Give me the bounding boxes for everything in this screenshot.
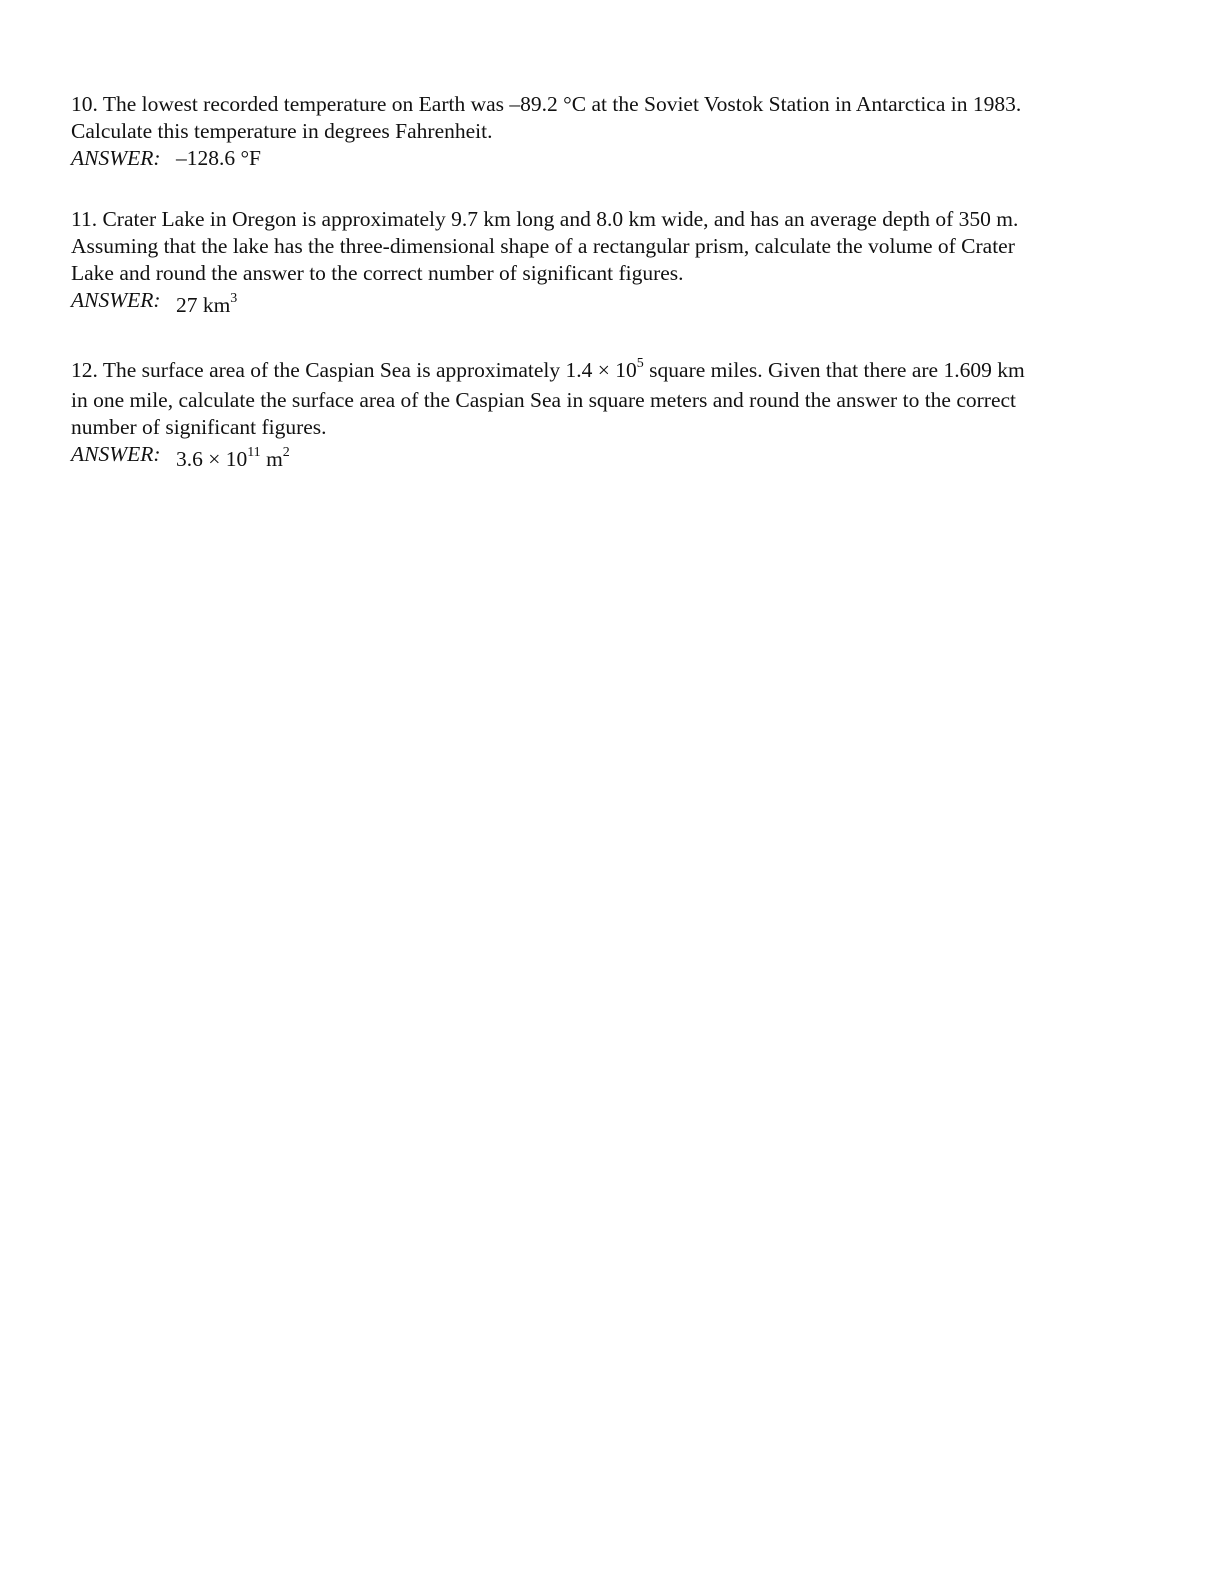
question-11 <box>71 206 1161 317</box>
question-text-part: 12. The surface area of the Caspian Sea is approximately 1.4 × 10 <box>71 358 637 382</box>
question-text-line: in one mile, calculate the surface area of the Caspian Sea in square meters and round the answer to the correct <box>71 388 1017 412</box>
question-text-line: Lake and round the answer to the correct number of significant figures. <box>71 261 684 285</box>
answer-row <box>71 145 1161 172</box>
question-text-line: number of significant figures. <box>71 415 327 439</box>
answer-unit: m <box>260 447 283 471</box>
question-text-line: Calculate this temperature in degrees Fahrenheit. <box>71 119 493 143</box>
answer-value: –128.6 °F <box>175 146 261 170</box>
answer-label: ANSWER: <box>71 146 161 170</box>
answer-exponent: 3 <box>230 291 238 306</box>
answer-base: 3.6 × 10 <box>175 447 248 471</box>
question-12 <box>71 357 1161 471</box>
answer-row <box>71 441 1161 471</box>
question-text-part: square miles. Given that there are 1.609 km <box>643 358 1025 382</box>
answer-value <box>176 292 237 322</box>
question-text-line <box>71 357 1161 387</box>
answer-label: ANSWER: <box>71 442 161 466</box>
answer-value <box>176 446 290 476</box>
answer-row <box>71 287 1161 317</box>
answer-exponent: 11 <box>247 445 261 460</box>
answer-unit-exponent: 2 <box>282 445 290 460</box>
question-text-line: Assuming that the lake has the three-dimensional shape of a rectangular prism, calculate the volume of Crater <box>71 234 1015 258</box>
question-text-line: 10. The lowest recorded temperature on Earth was –89.2 °C at the Soviet Vostok Station in Antarctica in 1983. <box>71 92 1022 116</box>
answer-label: ANSWER: <box>71 288 161 312</box>
answer-base: 27 km <box>175 293 231 317</box>
exponent: 5 <box>636 356 644 371</box>
question-10 <box>71 91 1161 172</box>
question-text-line: 11. Crater Lake in Oregon is approximately 9.7 km long and 8.0 km wide, and has an average depth of 350 m. <box>71 207 1019 231</box>
